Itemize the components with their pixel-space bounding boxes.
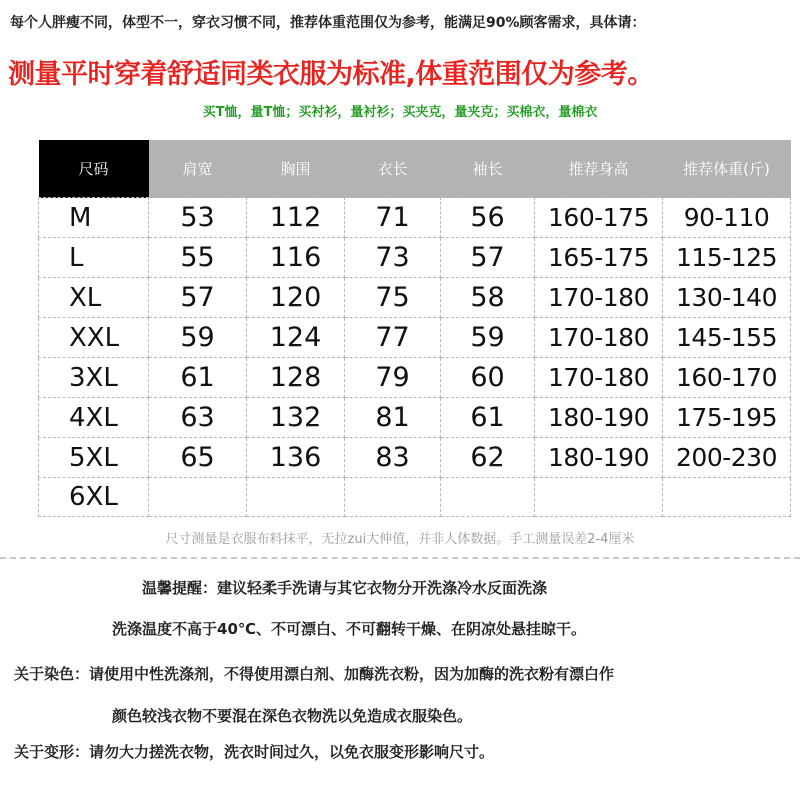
cell-chest: 120 (247, 278, 345, 318)
cell-sleeve: 56 (441, 198, 535, 238)
table-header-row (39, 140, 791, 198)
measure-hints: 买T恤，量T恤；买衬衫，量衬衫；买夹克，量夹克；买棉衣，量棉衣 (202, 105, 598, 120)
care-tip-dye-text: 关于染色：请使用中性洗涤剂，不得使用漂白剂、加酶洗衣粉，因为加酶的洗衣粉有漂白作 (14, 665, 615, 683)
cell-length: 81 (345, 398, 441, 438)
cell-sleeve (441, 478, 535, 517)
header-chest: 胸围 (247, 140, 345, 198)
care-tip-dye-cont: 颜色较浅衣物不要混在深色衣物洗以免造成衣服染色。 (112, 707, 473, 725)
care-tip-wash: 温馨提醒：建议轻柔手洗请与其它衣物分开洗涤冷水反面洗涤 (142, 579, 548, 597)
cell-height: 160-175 (535, 198, 663, 238)
cell-weight: 175-195 (663, 398, 791, 438)
cell-height (535, 478, 663, 517)
cell-length: 73 (345, 238, 441, 278)
cell-height: 170-180 (535, 358, 663, 398)
table-row (39, 238, 791, 278)
cell-length: 77 (345, 318, 441, 358)
care-tip-temperature: 洗涤温度不高于40℃、不可漂白、不可翻转干燥、在阴凉处悬挂晾干。 (112, 620, 587, 638)
cell-sleeve: 58 (441, 278, 535, 318)
cell-size: 4XL (39, 398, 149, 438)
cell-shoulder: 63 (149, 398, 247, 438)
cell-shoulder: 55 (149, 238, 247, 278)
cell-weight: 115-125 (663, 238, 791, 278)
table-body (39, 198, 791, 517)
cell-shoulder (149, 478, 247, 517)
cell-size: M (39, 198, 149, 238)
cell-weight: 130-140 (663, 278, 791, 318)
cell-height: 165-175 (535, 238, 663, 278)
cell-chest: 132 (247, 398, 345, 438)
cell-shoulder: 53 (149, 198, 247, 238)
cell-sleeve: 60 (441, 358, 535, 398)
cell-shoulder: 57 (149, 278, 247, 318)
cell-weight: 160-170 (663, 358, 791, 398)
header-sleeve: 袖长 (441, 140, 535, 198)
cell-length: 75 (345, 278, 441, 318)
cell-weight: 90-110 (663, 198, 791, 238)
table-row (39, 358, 791, 398)
cell-size: L (39, 238, 149, 278)
cell-sleeve: 62 (441, 438, 535, 478)
header-size: 尺码 (39, 140, 149, 198)
cell-size: 5XL (39, 438, 149, 478)
cell-height: 180-190 (535, 438, 663, 478)
cell-shoulder: 59 (149, 318, 247, 358)
cell-height: 170-180 (535, 278, 663, 318)
cell-size: XL (39, 278, 149, 318)
cell-weight: 200-230 (663, 438, 791, 478)
cell-chest (247, 478, 345, 517)
headline: 测量平时穿着舒适同类衣服为标准,体重范围仅为参考。 (8, 59, 654, 90)
header-shoulder: 肩宽 (149, 140, 247, 198)
cell-chest: 136 (247, 438, 345, 478)
cell-chest: 112 (247, 198, 345, 238)
table-row (39, 398, 791, 438)
cell-size: 3XL (39, 358, 149, 398)
cell-length: 83 (345, 438, 441, 478)
cell-shoulder: 61 (149, 358, 247, 398)
table-row (39, 478, 791, 517)
care-tip-deform: 关于变形：请勿大力搓洗衣物，洗衣时间过久，以免衣服变形影响尺寸。 (14, 743, 495, 761)
cell-size: 6XL (39, 478, 149, 517)
cell-chest: 116 (247, 238, 345, 278)
header-height: 推荐身高 (535, 140, 663, 198)
cell-length: 71 (345, 198, 441, 238)
table-row (39, 278, 791, 318)
size-chart-table (38, 140, 791, 517)
cell-shoulder: 65 (149, 438, 247, 478)
cell-chest: 128 (247, 358, 345, 398)
top-note: 每个人胖瘦不同，体型不一，穿衣习惯不同，推荐体重范围仅为参考，能满足90%顾客需求，具体请： (10, 15, 646, 31)
cell-weight: 145-155 (663, 318, 791, 358)
care-tip-dye (14, 663, 614, 684)
header-weight: 推荐体重(斤) (663, 140, 791, 198)
table-row (39, 438, 791, 478)
measurement-note: 尺寸测量是衣服布料抹平，无拉zui大伸值，并非人体数据。手工测量误差2-4厘米 (165, 532, 635, 547)
cell-chest: 124 (247, 318, 345, 358)
cell-height: 180-190 (535, 398, 663, 438)
table-row (39, 198, 791, 238)
table-row (39, 318, 791, 358)
cell-size: XXL (39, 318, 149, 358)
cell-height: 170-180 (535, 318, 663, 358)
cell-sleeve: 61 (441, 398, 535, 438)
cell-sleeve: 57 (441, 238, 535, 278)
header-length: 衣长 (345, 140, 441, 198)
cell-length (345, 478, 441, 517)
cell-weight (663, 478, 791, 517)
cell-length: 79 (345, 358, 441, 398)
cell-sleeve: 59 (441, 318, 535, 358)
divider (0, 557, 800, 559)
